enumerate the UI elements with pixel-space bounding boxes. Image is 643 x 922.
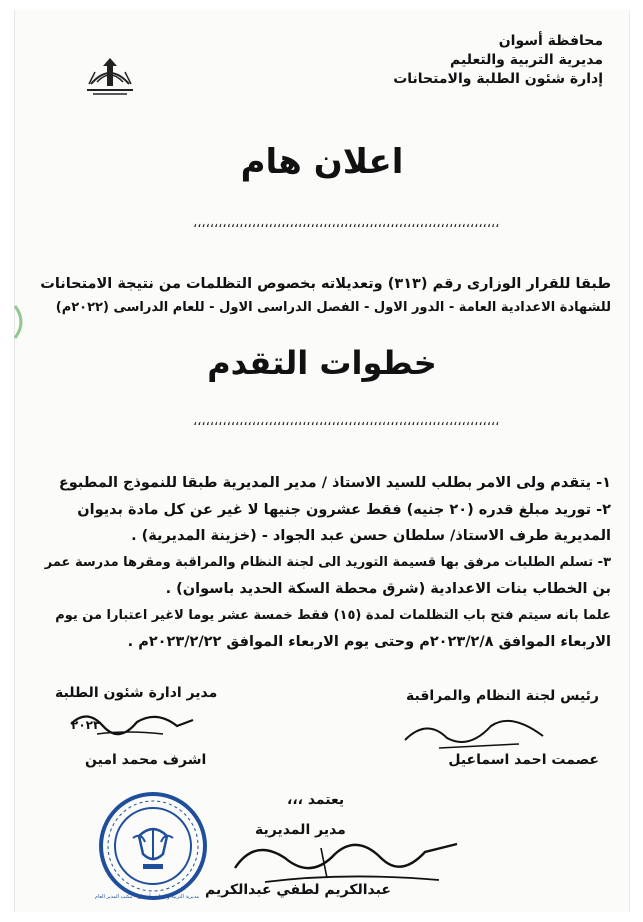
signature-date: ٢٠٢٣	[71, 718, 101, 732]
header-line-governorate: محافظة أسوان	[498, 33, 603, 49]
issuer-header	[393, 32, 603, 89]
step-1: ١- يتقدم ولى الامر بطلب للسيد الاستاذ / مدير المديرية طبقا للنموذج المطبوع	[58, 475, 611, 491]
step-3: ٣- تسلم الطلبات مرفق بها قسيمة التوريد الى لجنة النظام والمراقبة ومقرها مدرسة عمر	[44, 554, 611, 570]
step-2: ٢- توريد مبلغ قدره (٢٠ جنيه) فقط عشرون جنيها لا غير عن كل مادة بديوان	[77, 501, 611, 518]
signature-committee-head-icon	[399, 710, 549, 752]
step-2-cont: المديرية طرف الاستاذ/ سلطان حسن عبد الجواد - (خزينة المديرية) .	[131, 528, 611, 544]
director-title: مدير المديرية	[255, 822, 346, 838]
committee-head-title: رئيس لجنة النظام والمراقبة	[406, 688, 599, 704]
students-affairs-name: اشرف محمد امين	[85, 752, 207, 768]
official-stamp-icon	[94, 790, 209, 902]
header-line-department: إدارة شئون الطلبة والامتحانات	[393, 71, 603, 87]
students-affairs-title: مدير ادارة شئون الطلبة	[55, 685, 218, 701]
edge-mark-icon	[15, 300, 29, 344]
separator-top: ،،،،،،،،،،،،،،،،،،،،،،،،،،،،،،،،،،،،،،،،،،،،،،،،،،،،،،،،،،،،،،،،،،،،،،،،،	[193, 216, 500, 231]
intro-line-2: للشهادة الاعدادية العامة - الدور الاول - الفصل الدراسى الاول - للعام الدراسى (٢٠٢٢م)	[55, 300, 611, 315]
intro-paragraph	[37, 272, 611, 320]
announcement-title: اعلان هام	[240, 142, 404, 182]
notice-line-2: الاربعاء الموافق ٢٠٢٣/٢/٨م وحتى يوم الاربعاء الموافق ٢٠٢٣/٢/٢٢م .	[127, 634, 611, 650]
eagle-emblem-icon	[83, 54, 137, 98]
document-page	[14, 10, 630, 912]
notice-line-1: علما بانه سيتم فتح باب التظلمات لمدة (١٥) فقط خمسة عشر يوما لاغير اعتبارا من يوم	[55, 607, 611, 623]
director-name: عبدالكريم لطفي عبدالكريم	[205, 882, 391, 898]
approval-label: يعتمد ،،،	[287, 792, 345, 808]
committee-head-name: عصمت احمد اسماعيل	[448, 752, 599, 768]
header-line-directorate: مديرية التربية والتعليم	[450, 52, 603, 68]
step-3-cont: بن الخطاب بنات الاعدادية (شرق محطة السكة الحديد باسوان) .	[165, 581, 611, 597]
intro-line-1: طبقا للقرار الوزارى رقم (٣١٣) وتعديلاته بخصوص التظلمات من نتيجة الامتحانات	[40, 276, 611, 292]
steps-list	[37, 470, 611, 656]
stamp-text: مديرية التربية والتعليم بأسوان - مكتب المدير العام	[94, 894, 199, 900]
separator-bottom: ،،،،،،،،،،،،،،،،،،،،،،،،،،،،،،،،،،،،،،،،،،،،،،،،،،،،،،،،،،،،،،،،،،،،،،،،،	[193, 414, 500, 429]
steps-heading: خطوات التقدم	[207, 344, 437, 382]
